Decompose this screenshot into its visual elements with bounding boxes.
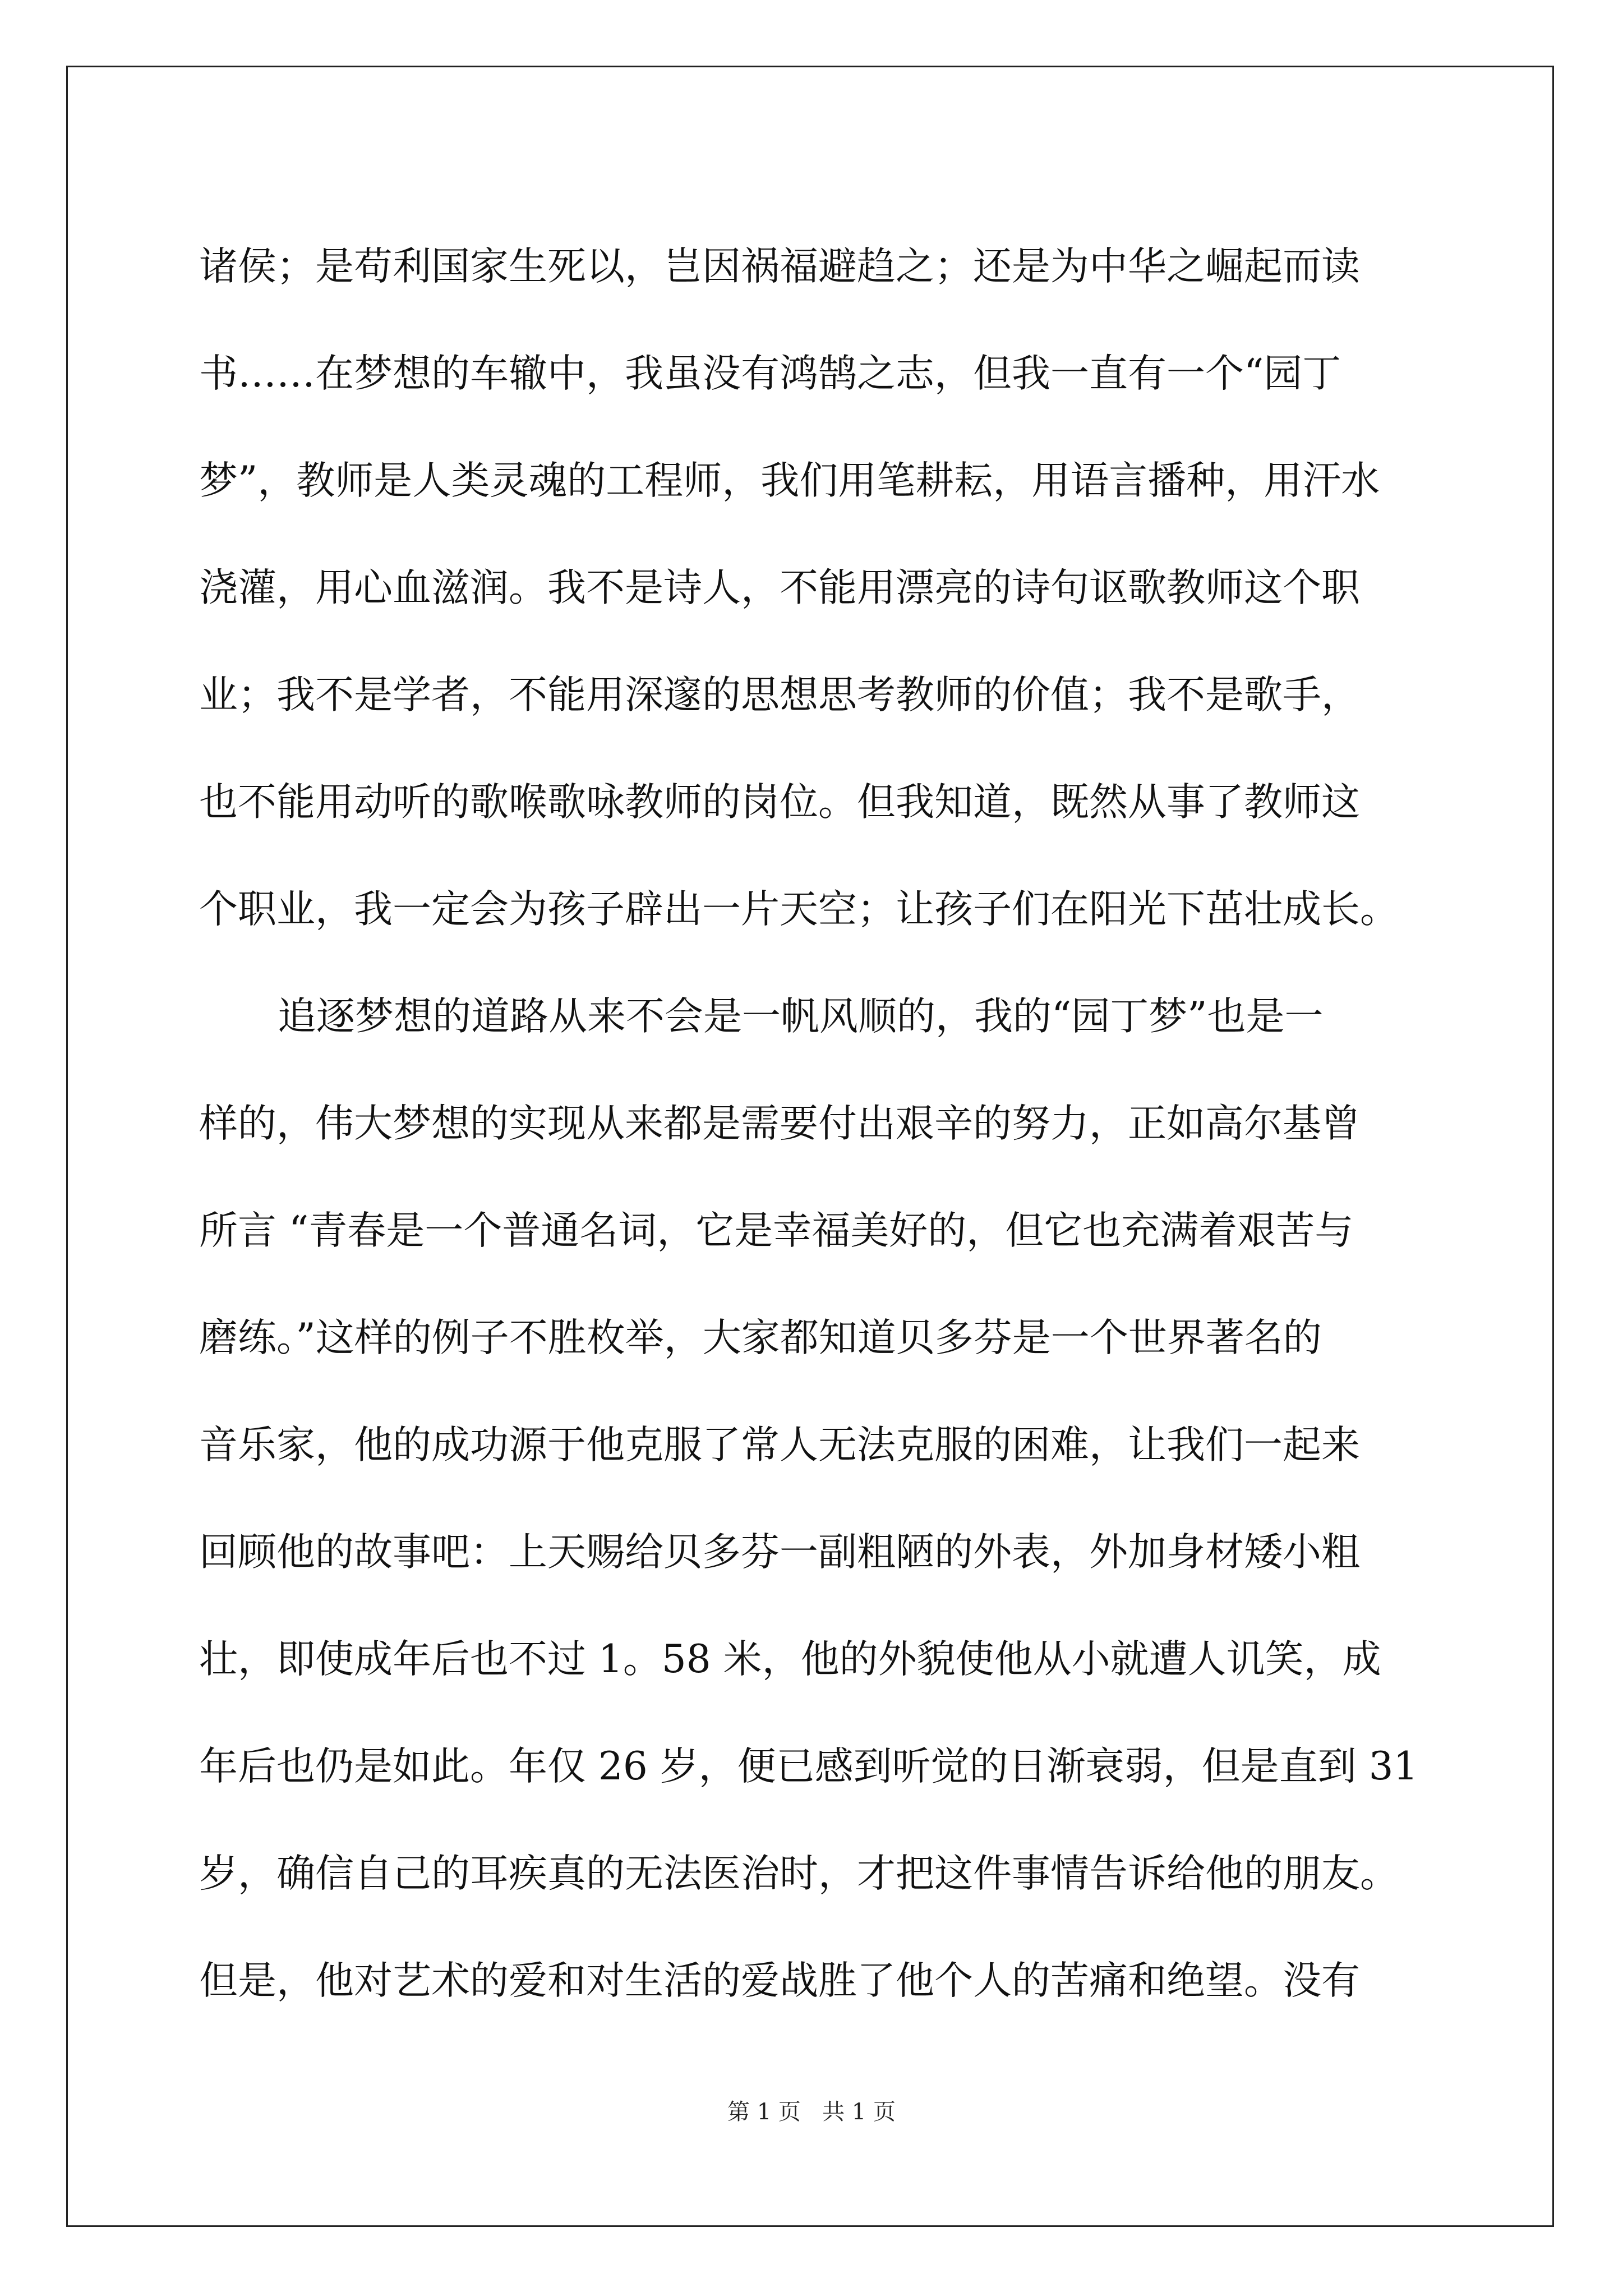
- text-line: 样的，伟大梦想的实现从来都是需要付出艰辛的努力，正如高尔基曾: [199, 1101, 1360, 1146]
- text-line: 所言 “青春是一个普通名词，它是幸福美好的，但它也充满着艰苦与: [199, 1208, 1354, 1253]
- text-line: 也不能用动听的歌喉歌咏教师的岗位。但我知道，既然从事了教师这: [199, 780, 1360, 825]
- text-line: 回顾他的故事吧：上天赐给贝多芬一副粗陋的外表，外加身材矮小粗: [199, 1530, 1360, 1575]
- page-footer: 第 1 页 共 1 页: [727, 2099, 896, 2125]
- text-line: 梦”，教师是人类灵魂的工程师，我们用笔耕耘，用语言播种，用汗水: [199, 458, 1380, 503]
- text-line: 但是，他对艺术的爱和对生活的爱战胜了他个人的苦痛和绝望。没有: [199, 1958, 1360, 2003]
- text-line: 书……在梦想的车辙中，我虽没有鸿鹄之志，但我一直有一个“园丁: [199, 351, 1341, 396]
- text-line: 磨练。”这样的例子不胜枚举，大家都知道贝多芬是一个世界著名的: [199, 1315, 1322, 1360]
- text-line: 岁，确信自己的耳疾真的无法医治时，才把这件事情告诉给他的朋友。: [199, 1851, 1399, 1896]
- text-line: 音乐家，他的成功源于他克服了常人无法克服的困难，让我们一起来: [199, 1423, 1360, 1467]
- text-line: 诸侯；是苟利国家生死以，岂因祸福避趋之；还是为中华之崛起而读: [199, 244, 1360, 289]
- text-line: 壮，即使成年后也不过 1。58 米，他的外貌使他从小就遭人讥笑，成: [199, 1637, 1381, 1682]
- text-line: 个职业，我一定会为孩子辟出一片天空；让孩子们在阳光下茁壮成长。: [199, 887, 1399, 932]
- paragraph-start-line: 追逐梦想的道路从来不会是一帆风顺的，我的“园丁梦”也是一: [278, 994, 1324, 1039]
- text-line: 年后也仍是如此。年仅 26 岁，便已感到听觉的日渐衰弱，但是直到 31: [199, 1744, 1418, 1789]
- text-line: 业；我不是学者，不能用深邃的思想思考教师的价值；我不是歌手，: [199, 673, 1360, 717]
- text-line: 浇灌，用心血滋润。我不是诗人，不能用漂亮的诗句讴歌教师这个职: [199, 565, 1360, 610]
- document-body: [199, 213, 1433, 2035]
